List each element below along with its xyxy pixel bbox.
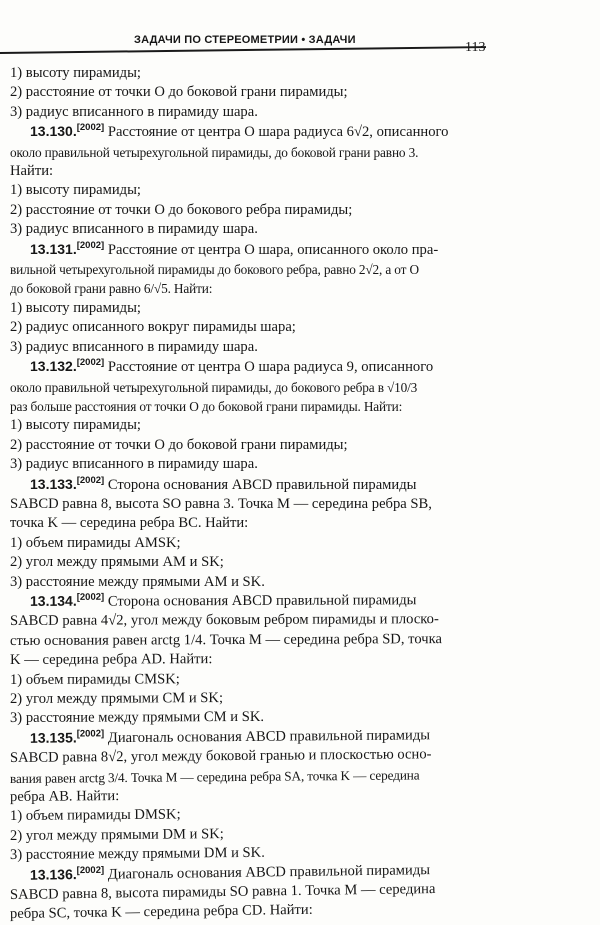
text-line xyxy=(10,279,490,298)
line-text: SABCD равна 8, высота SO равна 3. Точка M — середина ребра SB, xyxy=(10,495,432,512)
text-line xyxy=(10,201,490,220)
problem-heading-line xyxy=(10,590,490,613)
text-line xyxy=(10,668,490,690)
problem-year: [2002] xyxy=(76,122,105,134)
line-text: 2) радиус описанного вокруг пирамиды шара; xyxy=(10,319,296,336)
line-text: около правильной четырехугольной пирамиды, до бокового ребра в √10/3 xyxy=(10,379,418,395)
problem-number: 13.135. xyxy=(29,729,77,746)
text-line xyxy=(10,143,490,162)
line-text: 1) объем пирамиды CMSK; xyxy=(9,670,180,688)
text-line xyxy=(10,220,490,239)
text-line xyxy=(10,338,490,357)
line-text: Сторона основания ABCD правильной пирамиды xyxy=(104,592,417,610)
text-line xyxy=(10,436,490,455)
line-text: SABCD равна 8, высота пирамиды SO равна 1. Точка M — середина xyxy=(9,881,436,904)
line-text: Расстояние от центра O шара, описанного около пра- xyxy=(104,241,439,258)
line-text: Расстояние от центра O шара радиуса 6√2, описанного xyxy=(104,124,449,141)
page-header xyxy=(0,28,600,54)
problem-year: [2002] xyxy=(76,239,105,251)
problem-heading-line xyxy=(10,475,490,495)
problem-year: [2002] xyxy=(76,474,105,486)
text-line xyxy=(10,495,490,514)
line-text: стью основания равен arctg 1/4. Точка M — середина ребра SD, точка xyxy=(9,630,442,649)
line-text: SABCD равна 4√2, угол между боковым ребром пирамиды и плоско- xyxy=(9,611,439,630)
problem-number: 13.136. xyxy=(29,865,77,883)
line-text: Сторона основания ABCD правильной пирамиды xyxy=(104,476,417,493)
text-line xyxy=(10,688,490,710)
line-text: 1) высоту пирамиды; xyxy=(10,417,141,434)
line-text: вания равен arctg 3/4. Точка M — середина ребра SA, точка K — середина xyxy=(9,767,420,786)
line-text: 3) расстояние между прямыми DM и SK. xyxy=(9,845,265,864)
line-text: вильной четырехугольной пирамиды до бокового ребра, равно 2√2, а от O xyxy=(10,262,419,278)
line-text: около правильной четырехугольной пирамиды, до боковой грани равно 3. xyxy=(10,144,419,160)
text-line xyxy=(10,299,490,318)
text-line xyxy=(10,378,490,397)
line-text: 1) объем пирамиды DMSK; xyxy=(9,806,181,825)
line-text: 3) радиус вписанного в пирамиду шара. xyxy=(10,103,258,120)
line-text: Найти: xyxy=(10,163,54,180)
text-line xyxy=(10,260,490,279)
line-text: ребра AB. Найти: xyxy=(9,788,120,806)
line-text: 2) расстояние от точки O до боковой грани пирамиды; xyxy=(10,84,348,101)
line-text: SABCD равна 8√2, угол между боковой гранью и плоскостью осно- xyxy=(9,746,432,767)
problem-heading-line xyxy=(10,240,490,260)
problem-number: 13.130. xyxy=(30,123,77,140)
text-line xyxy=(10,534,490,553)
problem-year: [2002] xyxy=(76,864,105,876)
line-text: 3) расстояние между прямыми CM и SK. xyxy=(9,709,265,727)
page-number: 113 xyxy=(465,40,486,55)
text-line xyxy=(10,416,490,435)
problem-year: [2002] xyxy=(76,357,105,369)
line-text: 2) угол между прямыми CM и SK; xyxy=(9,690,224,707)
problem-year: [2002] xyxy=(76,728,105,740)
line-text: 3) расстояние между прямыми AM и SK. xyxy=(10,573,265,590)
text-line xyxy=(10,64,490,83)
problem-heading-line xyxy=(10,122,490,142)
text-line xyxy=(10,649,490,671)
line-text: Расстояние от центра O шара радиуса 9, описанного xyxy=(104,359,434,376)
line-text: ребра SC, точка K — середина ребра CD. Найти: xyxy=(9,902,313,923)
line-text: 1) высоту пирамиды; xyxy=(10,65,141,81)
header-rule xyxy=(0,46,486,54)
problem-number: 13.134. xyxy=(29,592,77,609)
text-line xyxy=(10,83,490,102)
problem-number: 13.131. xyxy=(30,240,77,257)
line-text: точка K — середина ребра BC. Найти: xyxy=(10,515,249,532)
text-line xyxy=(10,181,490,200)
line-text: 1) объем пирамиды AMSK; xyxy=(10,534,181,551)
line-text: 1) высоту пирамиды; xyxy=(10,182,141,199)
text-line xyxy=(10,610,490,632)
line-text: 3) радиус вписанного в пирамиду шара. xyxy=(10,338,258,355)
problem-heading-line xyxy=(10,357,490,377)
text-line xyxy=(10,514,490,533)
text-line xyxy=(10,553,490,572)
text-line xyxy=(10,397,490,416)
line-text: 2) расстояние от точки O до боковой грани пирамиды; xyxy=(10,436,348,453)
line-text: 1) высоту пирамиды; xyxy=(10,299,141,316)
problem-number: 13.132. xyxy=(30,358,77,375)
text-line xyxy=(10,103,490,122)
line-text: 3) радиус вписанного в пирамиду шара. xyxy=(10,221,258,238)
line-text: K — середина ребра AD. Найти: xyxy=(9,651,213,669)
text-line xyxy=(10,630,490,652)
text-line xyxy=(10,162,490,181)
problem-text xyxy=(10,64,490,925)
line-text: 2) расстояние от точки O до бокового ребра пирамиды; xyxy=(10,201,353,218)
line-text: Диагональ основания ABCD правильной пирамиды xyxy=(104,727,431,746)
problem-year: [2002] xyxy=(76,591,105,603)
problem-number: 13.133. xyxy=(30,475,77,492)
line-text: 3) радиус вписанного в пирамиду шара. xyxy=(10,456,258,473)
line-text: раз больше расстояния от точки O до боковой грани пирамиды. Найти: xyxy=(10,398,403,414)
line-text: 2) угол между прямыми AM и SK; xyxy=(10,554,224,571)
text-line xyxy=(10,573,490,592)
running-title: ЗАДАЧИ ПО СТЕРЕОМЕТРИИ • ЗАДАЧИ xyxy=(134,34,356,46)
text-line xyxy=(10,318,490,337)
text-line xyxy=(10,455,490,474)
line-text: до боковой грани равно 6/√5. Найти: xyxy=(10,281,213,297)
line-text: Диагональ основания ABCD правильной пирамиды xyxy=(104,861,431,883)
line-text: 2) угол между прямыми DM и SK; xyxy=(9,825,224,844)
